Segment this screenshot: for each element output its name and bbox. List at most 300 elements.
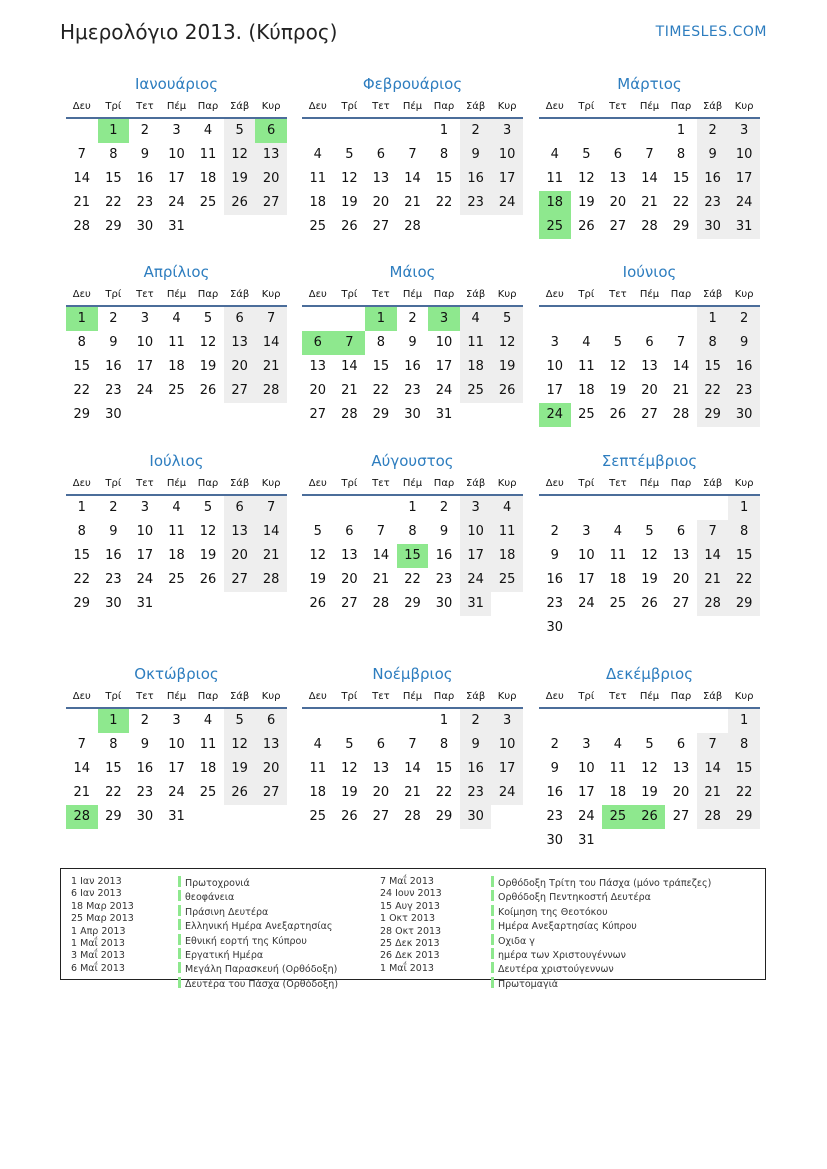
- day-cell: 17: [546, 383, 564, 398]
- weekday-label: Παρ: [433, 101, 455, 112]
- weekday-header: [302, 686, 523, 709]
- weekday-label: Τρί: [105, 289, 122, 300]
- day-cell: 9: [460, 733, 492, 757]
- month-block: [302, 449, 523, 616]
- day-cell: 26: [491, 379, 523, 403]
- holiday-marker-icon: [491, 934, 494, 945]
- holiday-day-cell: 26: [634, 805, 666, 829]
- day-cell: 15: [73, 548, 91, 563]
- day-cell: 30: [728, 403, 760, 427]
- month-name: Ιανουάριος: [134, 75, 218, 93]
- day-cell: 2: [408, 311, 417, 326]
- day-cell: 6: [613, 147, 623, 162]
- weekday-label: Σάβ: [229, 478, 250, 489]
- month-block: [539, 662, 760, 853]
- day-cell: 27: [672, 596, 690, 611]
- day-cell: 7: [408, 737, 417, 752]
- holiday-marker-icon: [178, 948, 181, 959]
- empty-cell: [302, 307, 334, 331]
- day-cell: 28: [404, 219, 421, 234]
- day-cell: 5: [582, 147, 591, 162]
- holiday-day-cell: 1: [66, 307, 98, 331]
- day-cell: 15: [435, 761, 453, 776]
- month-block: [539, 72, 760, 239]
- day-cell: 26: [224, 191, 256, 215]
- day-cell: 15: [105, 171, 122, 186]
- day-cell: 4: [203, 713, 213, 728]
- day-cell: 16: [728, 355, 760, 379]
- day-cell: 27: [641, 407, 658, 422]
- empty-cell: [571, 307, 603, 331]
- month-name: Δεκέμβριος: [605, 665, 693, 683]
- weekday-label: Τετ: [372, 478, 390, 489]
- day-cell: 9: [109, 335, 118, 350]
- month-name: Μάρτιος: [617, 75, 682, 93]
- empty-cell: [665, 496, 697, 520]
- day-cell: 22: [73, 572, 91, 587]
- weekday-label: Τετ: [609, 478, 627, 489]
- weekday-label: Παρ: [433, 691, 455, 702]
- day-cell: 17: [578, 572, 595, 587]
- legend-date: 3 Μαΐ 2013: [71, 950, 125, 962]
- day-cell: 12: [341, 761, 358, 776]
- day-cell: 21: [672, 383, 690, 398]
- legend-holiday-name: Δευτέρα του Πάσχα (Ορθόδοξη): [185, 978, 339, 990]
- day-cell: 25: [309, 809, 327, 824]
- day-cell: 11: [546, 171, 564, 186]
- page-title: Ημερολόγιο 2013. (Κύπρος): [60, 20, 338, 44]
- day-cell: 11: [578, 359, 595, 374]
- month-name: Οκτώβριος: [134, 665, 219, 683]
- weekday-label: Τετ: [609, 691, 627, 702]
- day-cell: 9: [550, 548, 559, 563]
- weekday-label: Κυρ: [261, 478, 281, 489]
- weekday-header: [539, 96, 760, 119]
- day-cell: 27: [309, 407, 327, 422]
- legend-holiday: [491, 977, 711, 991]
- day-cell: 24: [728, 191, 760, 215]
- weekday-label: Παρ: [670, 691, 692, 702]
- weekday-label: Πέμ: [402, 691, 423, 702]
- day-cell: 13: [641, 359, 658, 374]
- day-cell: 2: [439, 500, 449, 515]
- weekday-label: Τετ: [136, 101, 154, 112]
- day-cell: 15: [728, 757, 760, 781]
- day-cell: 12: [224, 733, 256, 757]
- legend-holiday-name: ημέρα των Χριστουγέννων: [498, 950, 626, 962]
- day-cell: 21: [641, 195, 658, 210]
- day-cell: 5: [345, 737, 354, 752]
- day-cell: 12: [199, 335, 217, 350]
- day-cell: 18: [199, 761, 217, 776]
- day-cell: 12: [309, 548, 327, 563]
- day-cell: 15: [73, 359, 91, 374]
- weekday-label: Πέμ: [402, 478, 423, 489]
- holiday-marker-icon: [491, 977, 494, 988]
- legend-date: 15 Αυγ 2013: [380, 900, 440, 912]
- day-cell: 15: [105, 761, 122, 776]
- day-cell: 22: [372, 383, 390, 398]
- weekday-label: Κυρ: [497, 289, 517, 300]
- legend-dates-column-2: [380, 876, 442, 975]
- day-cell: 10: [136, 335, 154, 350]
- holiday-marker-icon: [178, 977, 181, 988]
- holiday-marker-icon: [491, 962, 494, 973]
- day-cell: 7: [408, 147, 417, 162]
- day-cell: 22: [672, 195, 690, 210]
- day-cell: 26: [309, 596, 327, 611]
- day-cell: 29: [372, 407, 390, 422]
- day-cell: 3: [582, 524, 591, 539]
- day-cell: 27: [224, 568, 256, 592]
- day-cell: 17: [578, 785, 595, 800]
- day-cell: 23: [105, 572, 122, 587]
- day-cell: 18: [609, 785, 627, 800]
- weekday-label: Δευ: [308, 101, 327, 112]
- day-cell: 27: [372, 809, 390, 824]
- day-cell: 13: [372, 761, 390, 776]
- legend-date: 1 Μαΐ 2013: [380, 962, 434, 974]
- day-cell: 5: [491, 307, 523, 331]
- day-cell: 10: [136, 524, 154, 539]
- day-cell: 31: [136, 596, 154, 611]
- day-cell: 10: [491, 733, 523, 757]
- month-name: Μάιος: [389, 263, 436, 281]
- day-cell: 5: [613, 335, 623, 350]
- legend-holiday: [491, 905, 711, 919]
- day-cell: 5: [203, 311, 213, 326]
- weekday-label: Κυρ: [497, 478, 517, 489]
- legend-holiday-name: Εθνική εορτή της Κύπρου: [185, 935, 307, 947]
- day-cell: 12: [224, 143, 256, 167]
- day-cell: 13: [609, 171, 627, 186]
- day-cell: 26: [578, 219, 595, 234]
- month-name: Νοέμβριος: [372, 665, 453, 683]
- day-cell: 2: [109, 500, 118, 515]
- day-cell: 6: [376, 737, 386, 752]
- day-cell: 27: [255, 781, 287, 805]
- day-grid: [66, 709, 287, 829]
- empty-cell: [302, 709, 334, 733]
- day-cell: 4: [550, 147, 559, 162]
- legend-holiday: [178, 962, 338, 976]
- day-cell: 12: [578, 171, 595, 186]
- holiday-day-cell: 3: [428, 307, 460, 331]
- day-cell: 20: [372, 195, 390, 210]
- day-cell: 7: [77, 147, 86, 162]
- day-cell: 16: [404, 359, 421, 374]
- day-cell: 26: [641, 596, 658, 611]
- site-brand-link[interactable]: TIMESLES.COM: [655, 24, 767, 40]
- legend-names-column-2: [491, 876, 711, 991]
- weekday-label: Τρί: [578, 478, 595, 489]
- weekday-label: Τρί: [578, 289, 595, 300]
- day-cell: 7: [77, 737, 86, 752]
- day-cell: 17: [491, 167, 523, 191]
- legend-date: 24 Ιουν 2013: [380, 888, 442, 900]
- day-grid: [302, 119, 523, 239]
- empty-cell: [334, 119, 366, 143]
- day-cell: 1: [728, 496, 760, 520]
- holiday-day-cell: 28: [66, 805, 98, 829]
- weekday-header: [539, 284, 760, 307]
- weekday-label: Κυρ: [261, 101, 281, 112]
- day-grid: [302, 496, 523, 616]
- month-name: Φεβρουάριος: [362, 75, 463, 93]
- day-grid: [66, 307, 287, 427]
- weekday-label: Δευ: [308, 478, 327, 489]
- legend-holiday: [178, 905, 338, 919]
- day-cell: 25: [578, 407, 595, 422]
- day-cell: 19: [641, 785, 658, 800]
- empty-cell: [602, 307, 634, 331]
- day-cell: 4: [203, 123, 213, 138]
- empty-cell: [334, 496, 366, 520]
- day-cell: 31: [578, 833, 595, 848]
- day-grid: [539, 709, 760, 853]
- day-cell: 14: [404, 761, 421, 776]
- weekday-label: Τρί: [341, 289, 358, 300]
- day-cell: 12: [641, 548, 658, 563]
- holiday-day-cell: 1: [98, 709, 130, 733]
- day-cell: 2: [140, 713, 150, 728]
- legend-holiday-name: Οχιδα γ: [498, 935, 535, 947]
- day-cell: 5: [345, 147, 354, 162]
- day-cell: 9: [109, 524, 118, 539]
- legend-holiday: [178, 919, 338, 933]
- day-cell: 23: [105, 383, 122, 398]
- weekday-label: Τρί: [341, 691, 358, 702]
- day-cell: 27: [372, 219, 390, 234]
- day-cell: 16: [105, 359, 122, 374]
- day-cell: 16: [105, 548, 122, 563]
- day-cell: 13: [372, 171, 390, 186]
- empty-cell: [571, 119, 603, 143]
- day-cell: 28: [73, 219, 91, 234]
- day-cell: 19: [199, 359, 217, 374]
- legend-dates-column-1: [71, 876, 134, 975]
- weekday-label: Σάβ: [702, 478, 723, 489]
- day-cell: 12: [341, 171, 358, 186]
- month-name: Ιούλιος: [149, 452, 204, 470]
- day-cell: 7: [697, 520, 729, 544]
- empty-cell: [539, 496, 571, 520]
- holiday-marker-icon: [178, 876, 181, 887]
- holiday-day-cell: 1: [365, 307, 397, 331]
- legend-holiday-name: Ημέρα Ανεξαρτησίας Κύπρου: [498, 921, 637, 933]
- day-cell: 29: [404, 596, 421, 611]
- day-cell: 9: [697, 143, 729, 167]
- legend-holiday-name: Εργατική Ημέρα: [185, 950, 264, 962]
- day-cell: 8: [728, 520, 760, 544]
- day-cell: 20: [255, 757, 287, 781]
- day-cell: 27: [255, 191, 287, 215]
- day-cell: 15: [672, 171, 690, 186]
- holiday-day-cell: 6: [302, 331, 334, 355]
- day-cell: 9: [439, 524, 449, 539]
- day-cell: 28: [641, 219, 658, 234]
- weekday-label: Δευ: [72, 101, 91, 112]
- weekday-label: Τετ: [372, 101, 390, 112]
- legend-holiday-name: θεοφάνεια: [185, 892, 235, 904]
- day-cell: 10: [168, 147, 185, 162]
- weekday-label: Παρ: [197, 691, 219, 702]
- day-cell: 25: [491, 568, 523, 592]
- legend-date: 1 Απρ 2013: [71, 925, 126, 937]
- holiday-day-cell: 1: [98, 119, 130, 143]
- weekday-label: Τετ: [136, 691, 154, 702]
- day-cell: 30: [546, 833, 564, 848]
- month-name: Ιούνιος: [622, 263, 677, 281]
- empty-cell: [634, 119, 666, 143]
- day-cell: 31: [460, 592, 492, 616]
- day-cell: 18: [168, 548, 185, 563]
- day-cell: 25: [460, 379, 492, 403]
- day-cell: 25: [168, 572, 185, 587]
- day-cell: 7: [255, 496, 287, 520]
- weekday-label: Δευ: [72, 691, 91, 702]
- weekday-label: Σάβ: [702, 101, 723, 112]
- weekday-header: [66, 96, 287, 119]
- day-cell: 1: [728, 709, 760, 733]
- weekday-label: Τετ: [372, 691, 390, 702]
- day-cell: 28: [341, 407, 358, 422]
- holiday-marker-icon: [491, 919, 494, 930]
- weekday-label: Κυρ: [261, 289, 281, 300]
- legend-holiday: [491, 919, 711, 933]
- weekday-label: Σάβ: [229, 101, 250, 112]
- day-cell: 27: [672, 809, 690, 824]
- weekday-label: Σάβ: [465, 101, 486, 112]
- weekday-header: [302, 473, 523, 496]
- weekday-header: [539, 686, 760, 709]
- day-cell: 10: [728, 143, 760, 167]
- day-cell: 13: [255, 143, 287, 167]
- day-cell: 29: [105, 809, 122, 824]
- day-cell: 14: [641, 171, 658, 186]
- weekday-label: Παρ: [433, 478, 455, 489]
- weekday-header: [302, 96, 523, 119]
- day-cell: 2: [550, 524, 559, 539]
- day-cell: 18: [309, 195, 327, 210]
- day-cell: 23: [460, 781, 492, 805]
- legend-holiday: [178, 948, 338, 962]
- legend-holiday-name: Ελληνική Ημέρα Ανεξαρτησίας: [185, 921, 333, 933]
- day-cell: 9: [460, 143, 492, 167]
- day-cell: 6: [676, 737, 686, 752]
- day-cell: 14: [672, 359, 690, 374]
- day-cell: 22: [435, 785, 453, 800]
- day-cell: 13: [255, 733, 287, 757]
- legend-date: 1 Ιαν 2013: [71, 876, 122, 887]
- legend-date: 7 Μαΐ 2013: [380, 876, 434, 887]
- legend-holiday: [491, 962, 711, 976]
- weekday-label: Τρί: [105, 101, 122, 112]
- weekday-label: Παρ: [433, 289, 455, 300]
- day-cell: 28: [404, 809, 421, 824]
- weekday-label: Παρ: [197, 289, 219, 300]
- holiday-marker-icon: [491, 905, 494, 916]
- day-cell: 4: [313, 147, 322, 162]
- day-cell: 4: [313, 737, 322, 752]
- legend-holiday: [491, 890, 711, 904]
- day-cell: 14: [73, 171, 91, 186]
- day-cell: 11: [168, 524, 185, 539]
- holiday-legend: [60, 868, 766, 990]
- day-cell: 30: [546, 620, 564, 635]
- legend-date: 25 Μαρ 2013: [71, 913, 134, 925]
- day-cell: 20: [224, 544, 256, 568]
- legend-date: 6 Ιαν 2013: [71, 888, 122, 900]
- day-cell: 14: [73, 761, 91, 776]
- day-cell: 20: [609, 195, 627, 210]
- day-cell: 10: [578, 548, 595, 563]
- day-cell: 10: [168, 737, 185, 752]
- day-cell: 7: [676, 335, 686, 350]
- legend-date: 26 Δεκ 2013: [380, 950, 440, 962]
- day-cell: 26: [609, 407, 627, 422]
- day-cell: 24: [168, 195, 185, 210]
- day-cell: 18: [578, 383, 595, 398]
- day-cell: 29: [728, 592, 760, 616]
- holiday-day-cell: 18: [539, 191, 571, 215]
- day-cell: 21: [255, 544, 287, 568]
- day-cell: 4: [613, 524, 623, 539]
- day-cell: 9: [550, 761, 559, 776]
- day-cell: 11: [491, 520, 523, 544]
- day-cell: 3: [582, 737, 591, 752]
- holiday-marker-icon: [178, 890, 181, 901]
- day-cell: 6: [345, 524, 354, 539]
- day-cell: 22: [435, 195, 453, 210]
- empty-cell: [66, 119, 98, 143]
- weekday-label: Τετ: [372, 289, 390, 300]
- weekday-label: Κυρ: [734, 691, 754, 702]
- day-cell: 9: [728, 331, 760, 355]
- weekday-label: Παρ: [197, 101, 219, 112]
- day-cell: 30: [105, 596, 122, 611]
- weekday-label: Σάβ: [702, 691, 723, 702]
- empty-cell: [571, 709, 603, 733]
- day-cell: 21: [255, 355, 287, 379]
- legend-date: 1 Οκτ 2013: [380, 913, 436, 925]
- day-cell: 29: [435, 809, 453, 824]
- empty-cell: [397, 709, 429, 733]
- day-cell: 9: [140, 737, 150, 752]
- day-cell: 20: [641, 383, 658, 398]
- day-cell: 8: [109, 737, 118, 752]
- day-cell: 9: [140, 147, 150, 162]
- day-cell: 2: [460, 119, 492, 143]
- day-cell: 25: [609, 596, 627, 611]
- day-cell: 3: [550, 335, 559, 350]
- day-cell: 16: [460, 757, 492, 781]
- day-cell: 24: [578, 596, 595, 611]
- day-cell: 24: [491, 191, 523, 215]
- day-cell: 22: [404, 572, 421, 587]
- weekday-label: Παρ: [670, 101, 692, 112]
- empty-cell: [697, 496, 729, 520]
- day-cell: 16: [435, 548, 453, 563]
- day-cell: 10: [491, 143, 523, 167]
- day-cell: 6: [645, 335, 654, 350]
- day-cell: 13: [224, 520, 256, 544]
- day-cell: 17: [136, 359, 154, 374]
- day-cell: 30: [460, 805, 492, 829]
- legend-holiday-name: Πρωτομαγιά: [498, 978, 559, 990]
- day-cell: 8: [728, 733, 760, 757]
- day-cell: 4: [582, 335, 591, 350]
